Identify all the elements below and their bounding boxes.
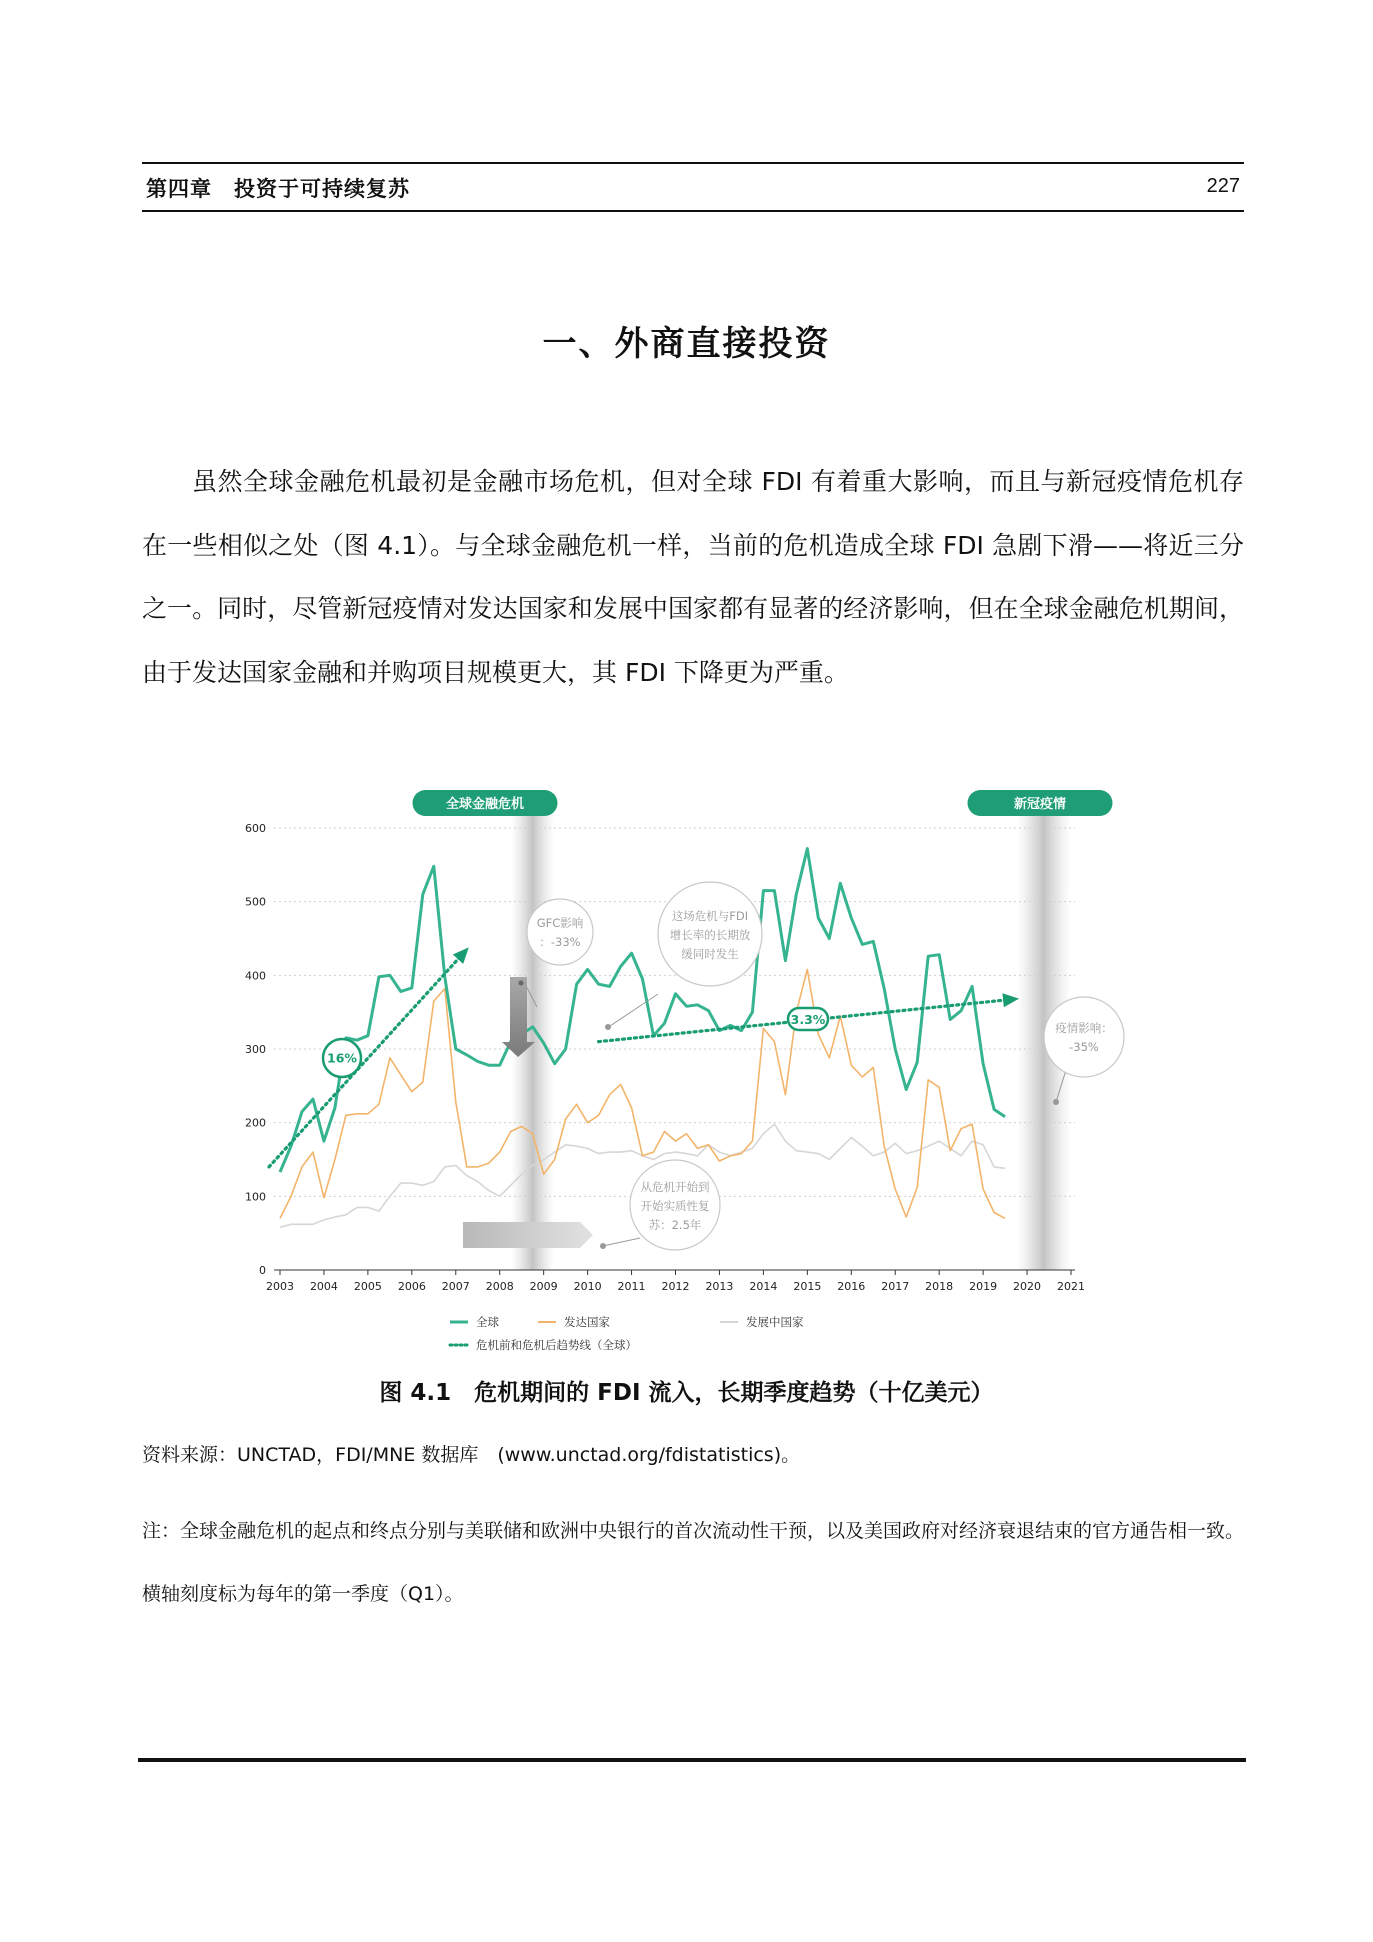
y-tick-label: 600 [245,822,266,835]
connector [603,1238,640,1246]
x-tick-label: 2019 [969,1280,998,1293]
figure-source: 资料来源：UNCTAD，FDI/MNE 数据库 (www.unctad.org/fdistatistics)。 [142,1444,801,1466]
connector-dot [605,1024,611,1030]
chapter-title: 第四章 投资于可持续复苏 [146,177,410,201]
legend-label-developed: 发达国家 [564,1315,610,1329]
x-tick-label: 2018 [925,1280,954,1293]
chart-axes [266,1270,1085,1293]
legend-label-developing: 发展中国家 [746,1315,804,1329]
x-tick-label: 2004 [309,1280,338,1293]
footer-rule [138,1758,1246,1762]
connector-dot [1053,1099,1059,1105]
trend-badge-post-label: 3.3% [790,1012,826,1027]
figure-note [142,1500,1252,1626]
fdi-chart [230,780,1130,1360]
y-tick-label: 500 [245,895,266,909]
covid-badge-label: 新冠疫情 [1013,797,1067,812]
x-tick-label: 2006 [397,1280,426,1293]
covid-impact-note [1044,997,1124,1077]
x-tick-label: 2014 [749,1280,778,1293]
gfc-impact-note-text: GFC影响 [536,916,584,930]
figure-note-text: 注：全球金融危机的起点和终点分别与美联储和欧洲中央银行的首次流动性干预，以及美国政府对经济衰退结束的官方通告相一致。横轴刻度标为每年的第一季度（Q1）。 [142,1520,1245,1605]
decouple-note-text: 增长率的长期放 [669,928,751,942]
x-tick-label: 2003 [266,1280,294,1293]
recovery-note-text: 从危机开始到 [640,1180,710,1194]
x-tick-label: 2008 [485,1280,514,1293]
trendline-pre_crisis [269,950,467,1167]
connector-dot [519,981,524,986]
x-tick-label: 2017 [881,1280,910,1293]
x-tick-label: 2021 [1057,1280,1085,1293]
gfc-impact-note-text: ：-33% [539,935,581,949]
body-text [142,450,1244,704]
recovery-note-text: 苏：2.5年 [648,1218,702,1232]
section-title: 一、外商直接投资 [542,324,831,364]
y-tick-label: 300 [245,1043,266,1056]
page-number: 227 [1206,175,1240,197]
legend-label-trend: 危机前和危机后趋势线（全球） [476,1338,637,1352]
x-tick-label: 2007 [441,1280,470,1293]
page-header [142,162,1244,212]
connector-dot [600,1243,606,1249]
decouple-note-text: 缓同时发生 [681,947,739,961]
y-tick-label: 0 [259,1264,266,1277]
x-tick-label: 2011 [617,1280,646,1293]
trend-badge-pre-label: 16% [327,1050,357,1066]
crisis-shading [512,793,1070,1270]
gfc-impact-note [527,899,593,965]
x-tick-label: 2012 [661,1280,690,1293]
x-tick-label: 2009 [529,1280,558,1293]
x-tick-label: 2013 [705,1280,734,1293]
x-tick-label: 2015 [793,1280,822,1293]
recovery-arrow [463,1222,593,1248]
trendline-arrowhead [1002,993,1019,1007]
y-tick-label: 200 [245,1116,266,1130]
chart-legend [450,1315,804,1352]
recovery-note-text: 开始实质性复 [640,1199,710,1213]
legend-label-global: 全球 [476,1315,499,1329]
figure-caption: 图 4.1 危机期间的 FDI 流入，长期季度趋势（十亿美元） [379,1380,994,1406]
body-paragraph: 虽然全球金融危机最初是金融市场危机，但对全球 FDI 有着重大影响，而且与新冠疫情危机存在一些相似之处（图 4.1）。与全球金融危机一样，当前的危机造成全球 FDI 急剧下滑——将近三分之一。同时，尽管新冠疫情对发达国家和发展中国家都有显著的经济影响，但在全球金融危机期间，由于发达国家金融和并购项目规模更大，其 FDI 下降更为严重。 [142,467,1244,687]
x-tick-label: 2020 [1013,1280,1042,1293]
decouple-note-text: 这场危机与FDI [671,909,749,923]
covid-impact-note-text: -35% [1069,1040,1099,1054]
covid-impact-note-text: 疫情影响： [1055,1021,1113,1035]
x-tick-label: 2016 [837,1280,866,1293]
y-tick-label: 100 [245,1190,266,1204]
x-tick-label: 2005 [353,1280,382,1293]
chart-annotations [323,790,1124,1250]
y-tick-label: 400 [245,969,266,983]
x-tick-label: 2010 [573,1280,602,1293]
gfc-badge-label: 全球金融危机 [445,797,525,812]
